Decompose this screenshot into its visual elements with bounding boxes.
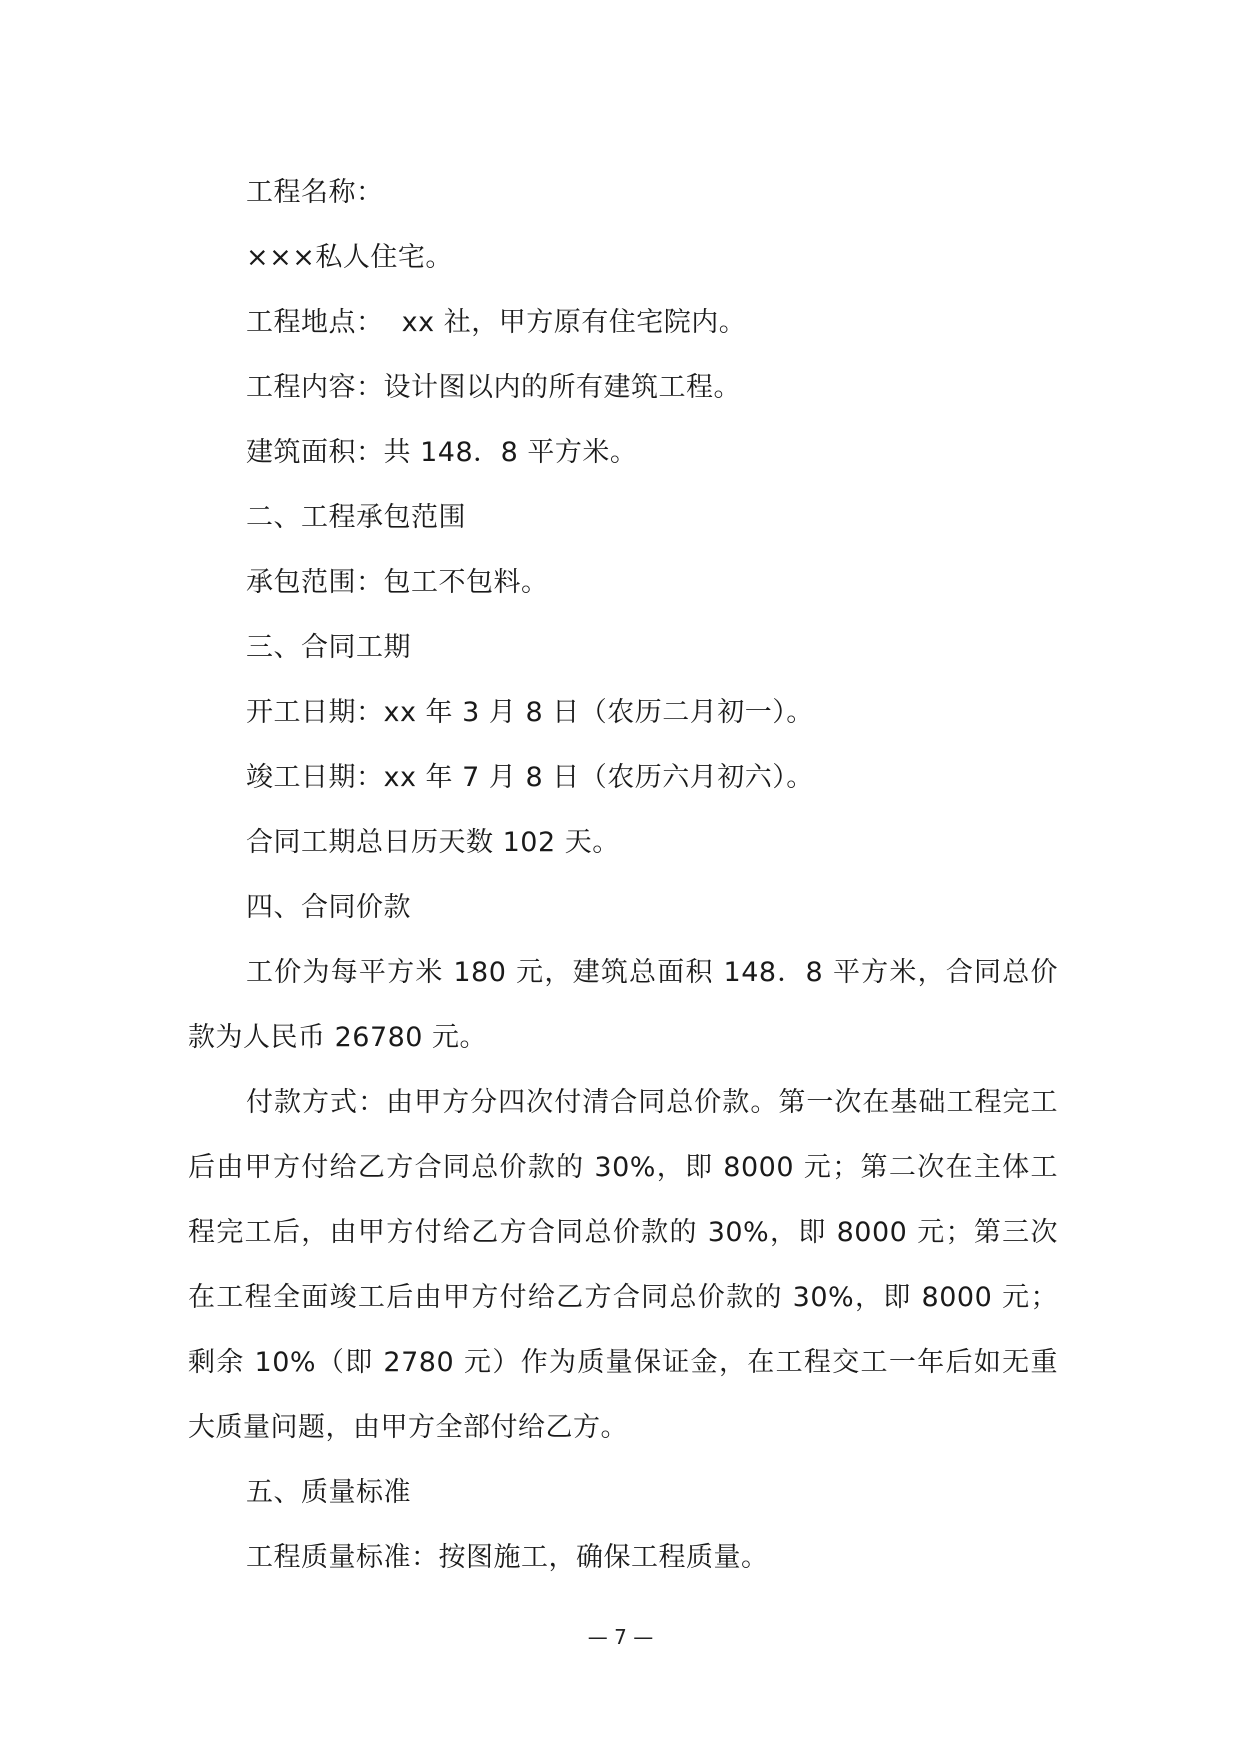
quality-standard: 工程质量标准：按图施工，确保工程质量。 [246, 1542, 769, 1573]
contract-scope: 承包范围：包工不包料。 [246, 567, 549, 598]
section-heading-duration: 三、合同工期 [246, 632, 411, 663]
project-content: 工程内容：设计图以内的所有建筑工程。 [246, 372, 741, 403]
building-area: 建筑面积：共 148．8 平方米。 [246, 437, 638, 468]
section-heading-scope: 二、工程承包范围 [246, 502, 466, 533]
project-name-label: 工程名称： [246, 177, 384, 208]
document-body [188, 160, 1058, 1590]
page-number: — 7 — [587, 1625, 654, 1649]
project-name-value: ×××私人住宅。 [246, 242, 453, 273]
section-heading-quality: 五、质量标准 [246, 1477, 411, 1508]
payment-paragraph: 付款方式：由甲方分四次付清合同总价款。第一次在基础工程完工后由甲方付给乙方合同总价款的 30%，即 8000 元；第二次在主体工程完工后，由甲方付给乙方合同总价款的 30%，即 8000 元；第三次在工程全面竣工后由甲方付给乙方合同总价款的 30%，即 8000 元；剩余 10%（即 2780 元）作为质量保证金，在工程交工一年后如无重大质量问题，由甲方全部付给乙方。 [188, 1087, 1058, 1443]
completion-date: 竣工日期：xx 年 7 月 8 日（农历六月初六）。 [246, 762, 814, 793]
price-paragraph: 工价为每平方米 180 元，建筑总面积 148．8 平方米，合同总价款为人民币 26780 元。 [188, 957, 1058, 1053]
total-days: 合同工期总日历天数 102 天。 [246, 827, 620, 858]
start-date: 开工日期：xx 年 3 月 8 日（农历二月初一）。 [246, 697, 814, 728]
project-location: 工程地点： xx 社，甲方原有住宅院内。 [246, 307, 747, 338]
section-heading-price: 四、合同价款 [246, 892, 411, 923]
